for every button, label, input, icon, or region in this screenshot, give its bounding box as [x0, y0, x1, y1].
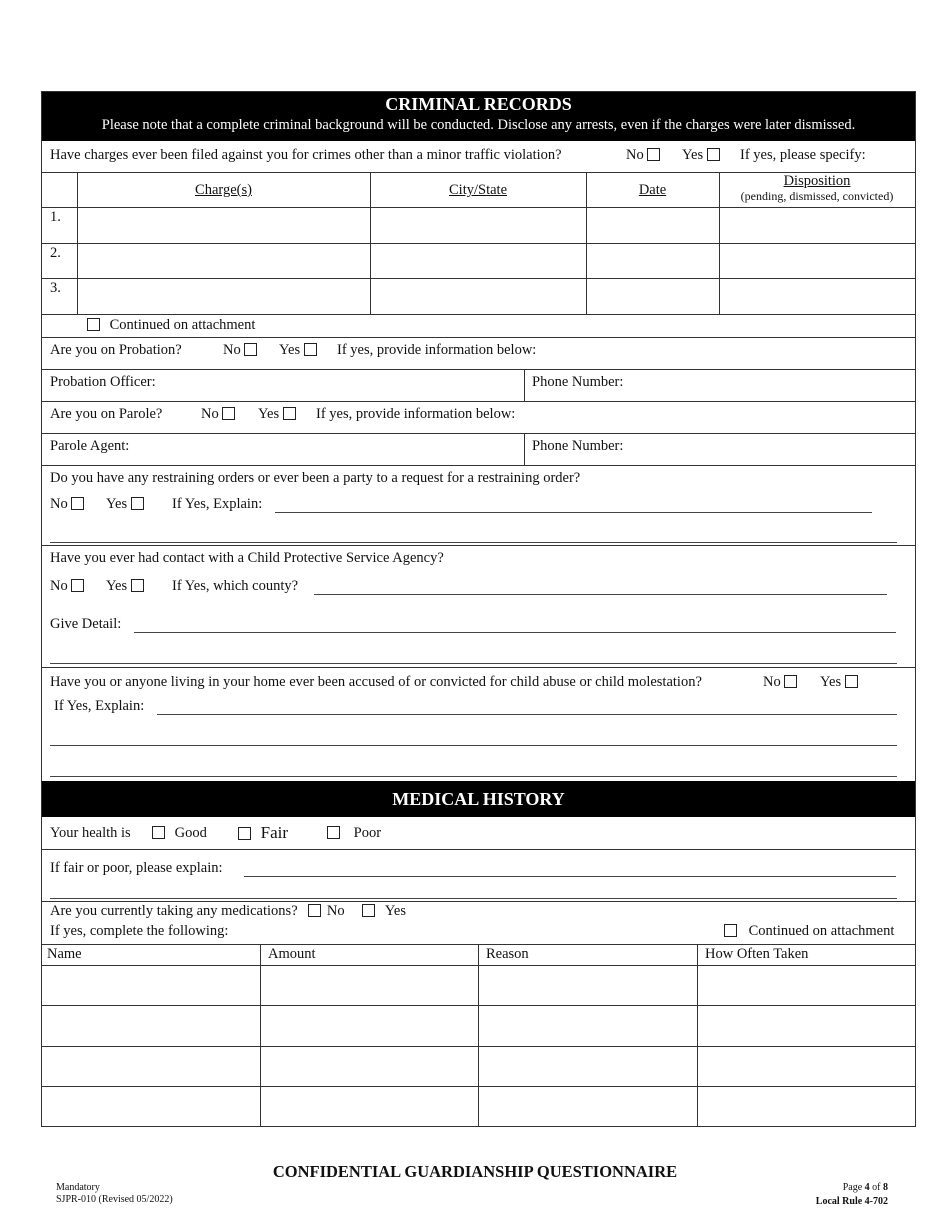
parole-yes-option	[258, 406, 296, 423]
charges-question: Have charges ever been filed against you for crimes other than a minor traffic violation?	[50, 147, 562, 163]
health-poor-label: Poor	[353, 825, 382, 841]
health-good-option	[152, 825, 207, 842]
restraining-explain-line-2[interactable]	[50, 542, 897, 543]
restraining-yes-label: Yes	[106, 496, 128, 512]
restraining-explain-line[interactable]	[275, 512, 872, 513]
col-med-name: Name	[47, 946, 82, 962]
criminal-records-header	[42, 92, 915, 141]
col-disposition: Disposition	[783, 173, 851, 189]
parole-no-label: No	[201, 406, 219, 422]
cps-detail-line[interactable]	[134, 632, 896, 633]
abuse-no-option	[763, 674, 797, 691]
parole-no-checkbox[interactable]	[222, 407, 235, 420]
restraining-yes-option	[106, 496, 144, 513]
cps-county-line[interactable]	[314, 594, 887, 595]
criminal-notice: Please note that a complete criminal background will be conducted. Disclose any arrests, even if the charges were later dismissed.	[101, 117, 856, 133]
col-city-state: City/State	[449, 182, 507, 198]
meds-continued-label: Continued on attachment	[748, 923, 895, 939]
charges-no-label: No	[626, 147, 644, 163]
row-number-2: 2.	[50, 245, 61, 261]
probation-no-label: No	[223, 342, 241, 358]
charges-no-checkbox[interactable]	[647, 148, 660, 161]
cps-no-option	[50, 578, 84, 595]
meds-question: Are you currently taking any medications?	[50, 903, 298, 919]
meds-continued-option	[724, 923, 894, 940]
questionnaire-form	[41, 91, 916, 1127]
cps-question: Have you ever had contact with a Child Protective Service Agency?	[50, 550, 444, 566]
parole-yes-label: Yes	[258, 406, 280, 422]
abuse-yes-option	[820, 674, 858, 691]
health-poor-option	[327, 825, 381, 842]
meds-no-label: No	[326, 903, 345, 919]
restraining-explain-label: If Yes, Explain:	[172, 496, 263, 512]
health-label: Your health is	[50, 825, 131, 841]
charges-yes-checkbox[interactable]	[707, 148, 720, 161]
charges-yes-option	[682, 147, 720, 164]
probation-yes-checkbox[interactable]	[304, 343, 317, 356]
cps-no-label: No	[50, 578, 68, 594]
probation-info: If yes, provide information below:	[337, 342, 537, 358]
parole-agent-label: Parole Agent:	[50, 438, 130, 454]
cps-no-checkbox[interactable]	[71, 579, 84, 592]
restraining-yes-checkbox[interactable]	[131, 497, 144, 510]
parole-phone-label: Phone Number:	[532, 438, 624, 454]
health-poor-checkbox[interactable]	[327, 826, 340, 839]
footer-page-label: Page	[842, 1182, 863, 1193]
meds-continued-checkbox[interactable]	[724, 924, 737, 937]
parole-yes-checkbox[interactable]	[283, 407, 296, 420]
health-fair-option	[238, 823, 288, 843]
charges-specify: If yes, please specify:	[740, 147, 866, 163]
abuse-explain-line[interactable]	[157, 714, 897, 715]
meds-complete-label: If yes, complete the following:	[50, 923, 229, 939]
abuse-no-checkbox[interactable]	[784, 675, 797, 688]
cps-yes-checkbox[interactable]	[131, 579, 144, 592]
probation-yes-option	[279, 342, 317, 359]
meds-no-checkbox[interactable]	[308, 904, 321, 917]
abuse-explain-line-2[interactable]	[50, 745, 897, 746]
abuse-question: Have you or anyone living in your home ever been accused of or convicted for child abuse or child molestation?	[50, 674, 702, 690]
charges-continued-checkbox[interactable]	[87, 318, 100, 331]
abuse-no-label: No	[763, 674, 781, 690]
medical-history-header: MEDICAL HISTORY	[42, 781, 915, 817]
col-disposition-wrap	[719, 174, 915, 204]
restraining-no-label: No	[50, 496, 68, 512]
col-med-reason: Reason	[486, 946, 529, 962]
health-fair-label: Fair	[260, 823, 289, 842]
abuse-yes-checkbox[interactable]	[845, 675, 858, 688]
row-number-1: 1.	[50, 209, 61, 225]
probation-yes-label: Yes	[279, 342, 301, 358]
col-med-how-often: How Often Taken	[705, 946, 809, 962]
cps-county-label: If Yes, which county?	[172, 578, 299, 594]
col-med-amount: Amount	[268, 946, 316, 962]
charges-continued-label: Continued on attachment	[109, 317, 256, 333]
row-number-3: 3.	[50, 280, 61, 296]
health-good-checkbox[interactable]	[152, 826, 165, 839]
footer-page	[843, 1182, 888, 1193]
charges-no-option	[626, 147, 660, 164]
footer-local-rule: Local Rule 4-702	[815, 1196, 888, 1207]
abuse-yes-label: Yes	[820, 674, 842, 690]
meds-yes-checkbox[interactable]	[362, 904, 375, 917]
health-explain-line-2[interactable]	[50, 898, 897, 899]
probation-no-option	[223, 342, 257, 359]
footer-page-total: 8	[883, 1182, 888, 1193]
restraining-question: Do you have any restraining orders or ever been a party to a request for a restraining order?	[50, 470, 581, 486]
footer-page-num: 4	[864, 1182, 870, 1193]
probation-question: Are you on Probation?	[50, 342, 182, 358]
footer-form-id: SJPR-010 (Revised 05/2022)	[56, 1194, 173, 1205]
criminal-records-title: CRIMINAL RECORDS	[385, 94, 572, 114]
charges-yes-label: Yes	[682, 147, 704, 163]
parole-info: If yes, provide information below:	[316, 406, 516, 422]
meds-yes-label: Yes	[384, 903, 406, 919]
abuse-explain-label: If Yes, Explain:	[54, 698, 145, 714]
health-fair-checkbox[interactable]	[238, 827, 251, 840]
abuse-explain-line-3[interactable]	[50, 776, 897, 777]
footer-title: CONFIDENTIAL GUARDIANSHIP QUESTIONNAIRE	[272, 1162, 678, 1181]
health-good-label: Good	[174, 825, 207, 841]
cps-detail-label: Give Detail:	[50, 616, 122, 632]
health-explain-line[interactable]	[244, 876, 896, 877]
probation-phone-label: Phone Number:	[532, 374, 624, 390]
footer-page-of: of	[872, 1182, 881, 1193]
col-disposition-note: (pending, dismissed, convicted)	[740, 189, 894, 203]
meds-question-row	[50, 903, 406, 920]
restraining-no-checkbox[interactable]	[71, 497, 84, 510]
cps-detail-line-2[interactable]	[50, 663, 897, 664]
health-explain-label: If fair or poor, please explain:	[50, 860, 223, 876]
parole-question: Are you on Parole?	[50, 406, 163, 422]
restraining-no-option	[50, 496, 84, 513]
col-date: Date	[638, 182, 667, 198]
col-charges: Charge(s)	[195, 182, 252, 198]
cps-yes-option	[106, 578, 144, 595]
probation-officer-label: Probation Officer:	[50, 374, 156, 390]
parole-no-option	[201, 406, 235, 423]
cps-yes-label: Yes	[106, 578, 128, 594]
charges-continued-option	[87, 317, 255, 334]
footer-mandatory: Mandatory	[56, 1182, 100, 1193]
probation-no-checkbox[interactable]	[244, 343, 257, 356]
